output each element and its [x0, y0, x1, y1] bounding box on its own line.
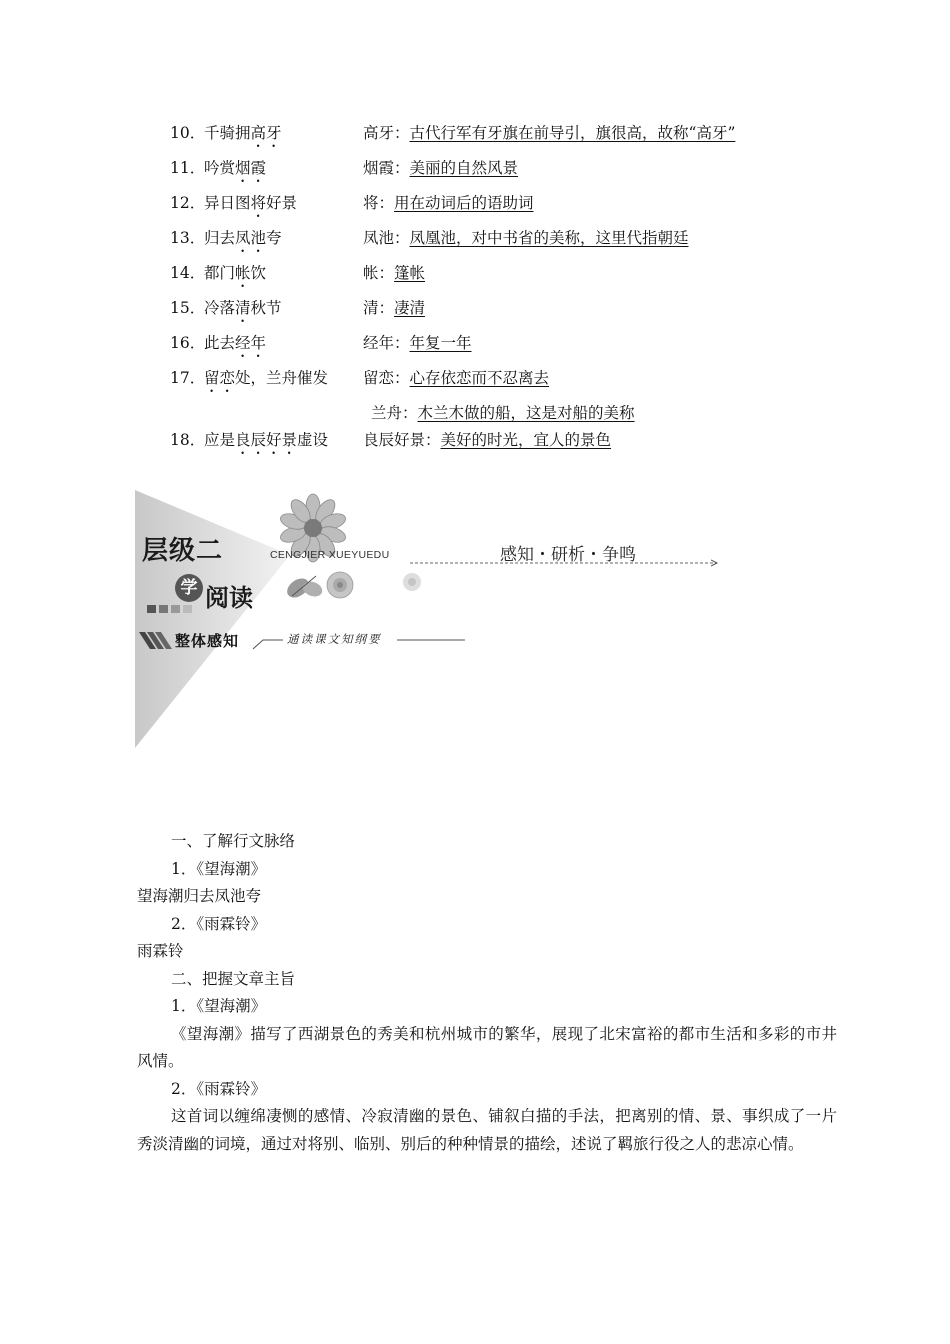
vocab-number: 10．: [170, 124, 206, 142]
vocab-term: 经年：: [363, 334, 410, 352]
vocab-phrase: 吟赏烟霞: [204, 159, 267, 177]
vocab-phrase: 千骑拥高牙: [204, 124, 282, 142]
list-item: 1．《望海潮》: [171, 997, 267, 1015]
banner-tagline: 感知・研析・争鸣: [500, 545, 636, 565]
list-item: 2．《雨霖铃》: [171, 914, 267, 933]
small-flower-icon: [403, 573, 421, 591]
vocab-phrase: 此去经年: [204, 334, 267, 352]
vocab-answer: 美丽的自然风景: [409, 159, 519, 177]
vocab-number: 16．: [170, 334, 206, 352]
rose-icon: [327, 572, 353, 598]
vocab-term: 清：: [363, 299, 395, 317]
vocab-phrase: 归去凤池夸: [204, 229, 282, 247]
section-banner: [135, 490, 735, 750]
vocab-gloss: [371, 402, 635, 424]
item-text: 雨霖铃: [137, 942, 184, 960]
vocab-row: [170, 262, 870, 297]
vocab-gloss: [363, 332, 472, 354]
list-item: 1．《望海潮》: [171, 859, 267, 878]
vocab-number: 12．: [170, 194, 206, 212]
vocab-gloss: [363, 157, 518, 179]
vocab-gloss: [363, 192, 534, 214]
vocab-gloss: [363, 367, 549, 389]
vocab-answer: 凤凰池，对中书省的美称，这里代指朝廷: [409, 229, 689, 247]
leaf-icon: [284, 575, 325, 602]
vocab-answer: 用在动词后的语助词: [394, 194, 534, 212]
vocab-answer: 美好的时光，宜人的景色: [440, 431, 612, 449]
paragraph: 《望海潮》描写了西湖景色的秀美和杭州城市的繁华，展现了北宋富裕的都市生活和多彩的市井风情。: [137, 1024, 837, 1070]
vocab-row: [170, 297, 870, 332]
vocab-number: 18．: [170, 431, 206, 449]
vocab-row: [170, 429, 870, 464]
vocab-gloss: [363, 227, 689, 249]
vocab-answer: 木兰木做的船，这是对船的美称: [417, 404, 635, 422]
vocab-term: 留恋：: [363, 369, 410, 387]
vocab-number: 13．: [170, 229, 206, 247]
vocabulary-list: [170, 122, 870, 464]
vocab-phrase: 都门帐饮: [204, 264, 267, 282]
section-guide: 通读课文知纲要: [287, 632, 382, 646]
vocab-term: 兰舟：: [371, 404, 418, 422]
vocab-number: 15．: [170, 299, 206, 317]
section-title: 整体感知: [175, 632, 240, 650]
banner-pinyin: CENGJIER XUEYUEDU: [270, 549, 390, 561]
vocab-phrase: 异日图将好景: [204, 194, 298, 212]
vocab-row: [170, 332, 870, 367]
vocab-row: [170, 367, 870, 402]
vocab-phrase: 冷落清秋节: [204, 299, 282, 317]
banner-xue-badge: 学: [175, 574, 203, 602]
vocab-term: 高牙：: [363, 124, 410, 142]
paragraph: 这首词以缠绵凄恻的感情、冷寂清幽的景色、铺叙白描的手法，把离别的情、景、事织成了一片秀淡清幽的词境，通过对将别、临别、别后的种种情景的描绘，述说了羁旅行役之人的悲凉心情。: [137, 1107, 837, 1153]
vocab-gloss: [363, 122, 735, 144]
vocab-phrase: 应是良辰好景虚设: [204, 431, 329, 449]
vocab-number: 11．: [170, 159, 206, 177]
vocab-row: [170, 192, 870, 227]
vocab-answer: 古代行军有牙旗在前导引，旗很高，故称“高牙”: [409, 124, 736, 142]
vocab-term: 将：: [363, 194, 395, 212]
vocab-gloss: [363, 429, 611, 451]
vocab-row: [170, 157, 870, 192]
vocab-term: 凤池：: [363, 229, 410, 247]
vocab-term: 烟霞：: [363, 159, 410, 177]
vocab-answer: 年复一年: [409, 334, 472, 352]
vocab-phrase: 留恋处，兰舟催发: [204, 369, 329, 387]
list-item: 2．《雨霖铃》: [171, 1079, 267, 1098]
heading-two: 二、把握文章主旨: [171, 969, 296, 988]
vocab-number: 14．: [170, 264, 206, 282]
vocab-term: 帐：: [363, 264, 395, 282]
heading-one: 一、了解行文脉络: [171, 832, 296, 850]
vocab-row: [170, 227, 870, 262]
vocab-gloss: [363, 297, 425, 319]
banner-read-title: 阅读: [205, 584, 253, 612]
item-text: 望海潮归去凤池夸: [137, 887, 262, 905]
vocab-row: [170, 122, 870, 157]
body-text: [137, 828, 837, 1158]
vocab-answer: 凄清: [394, 299, 426, 317]
banner-graphic: [135, 490, 735, 750]
vocab-answer: 篷帐: [394, 264, 426, 282]
vocab-term: 良辰好景：: [363, 431, 441, 449]
vocab-answer: 心存依恋而不忍离去: [409, 369, 550, 387]
vocab-number: 17．: [170, 369, 206, 387]
vocab-gloss: [363, 262, 425, 284]
banner-level-title: 层级二: [142, 536, 224, 566]
vocab-row: [170, 402, 870, 429]
